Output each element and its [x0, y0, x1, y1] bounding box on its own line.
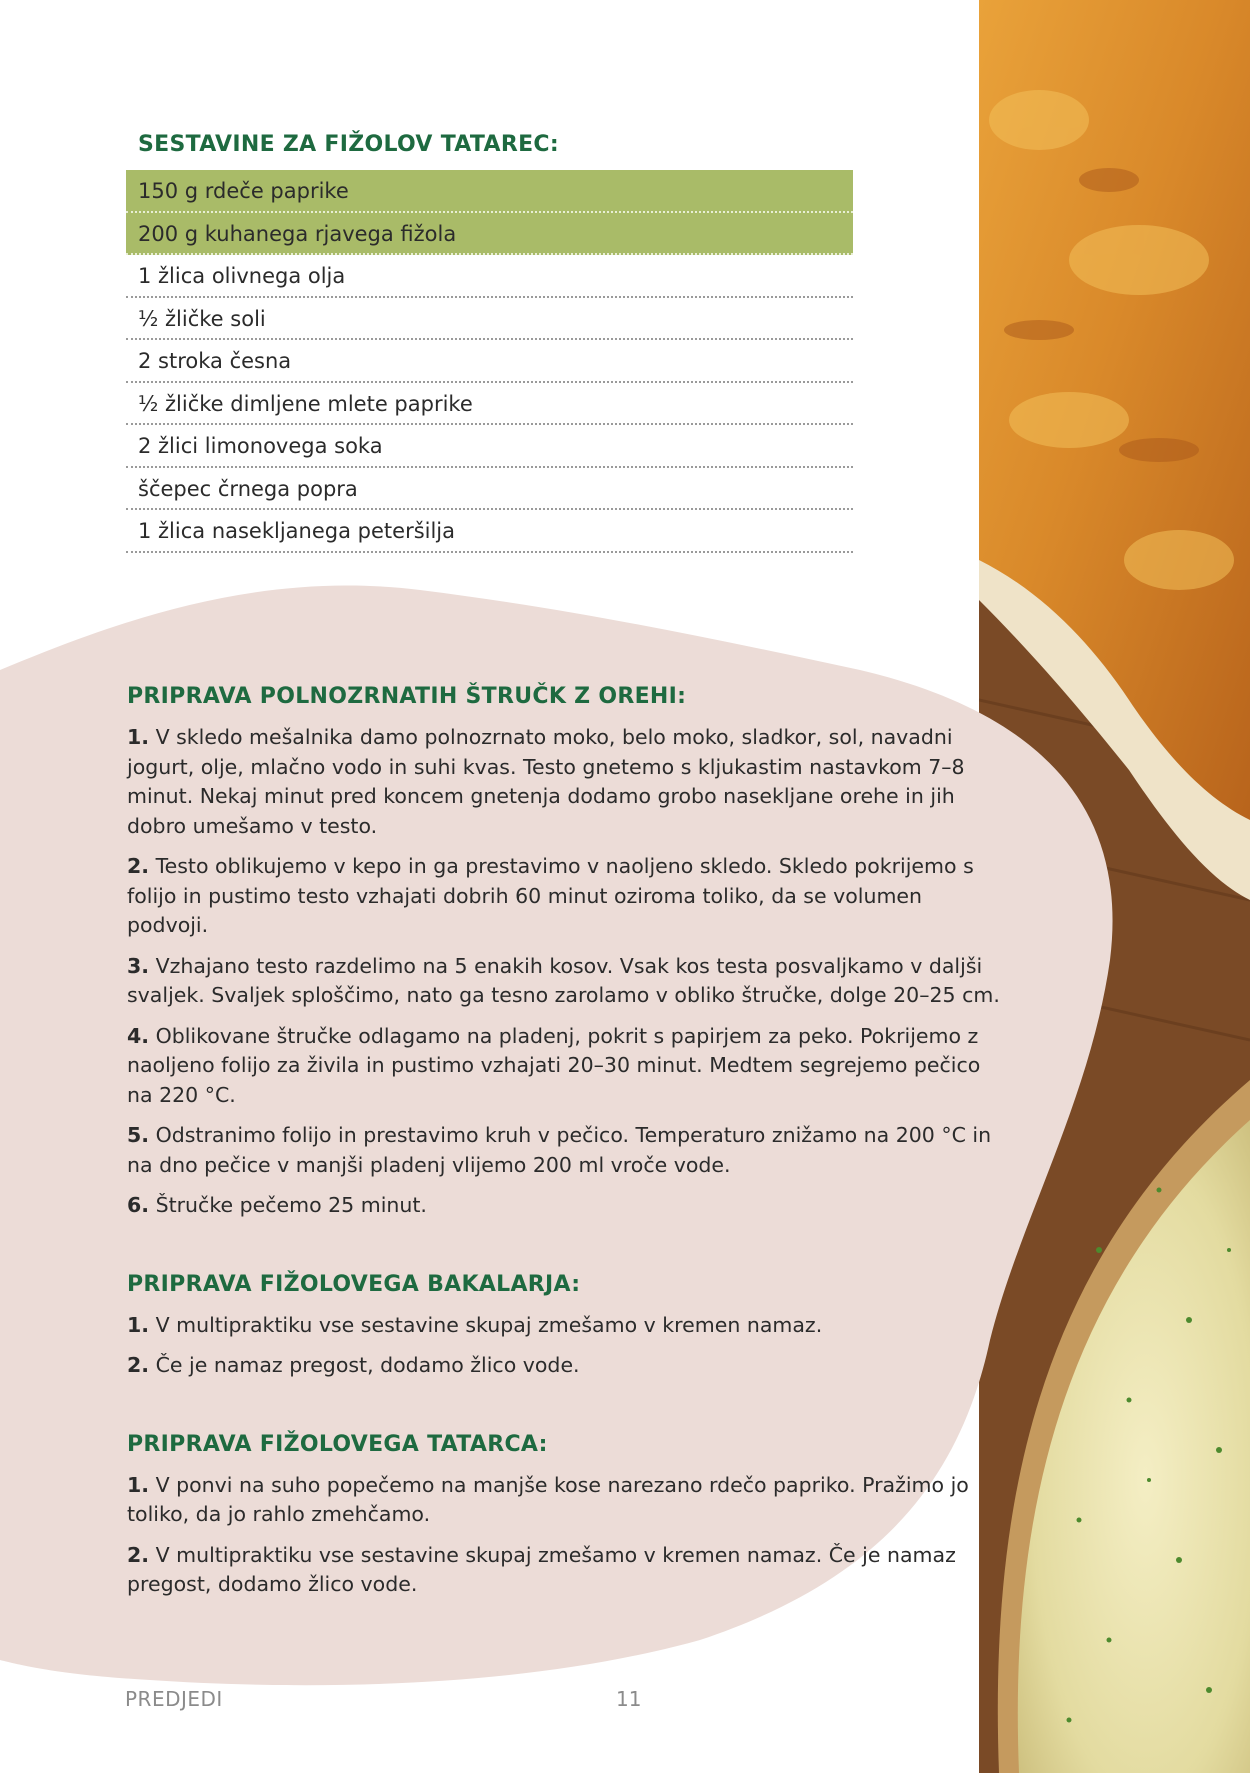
ingredients-list: [126, 170, 853, 553]
section-title-bread: PRIPRAVA POLNOZRNATIH ŠTRUČK Z OREHI:: [127, 684, 687, 709]
section-title-tatarec: PRIPRAVA FIŽOLOVEGA TATARCA:: [127, 1431, 548, 1457]
step: [127, 1351, 1007, 1381]
step-number: 2.: [127, 854, 150, 878]
step-text: Če je namaz pregost, dodamo žlico vode.: [149, 1353, 580, 1377]
step-number: 4.: [127, 1023, 150, 1048]
ingredient-item: ½ žličke soli: [126, 298, 853, 341]
ingredient-item: 2 žlici limonovega soka: [126, 425, 853, 468]
step-number: 2.: [127, 1542, 150, 1567]
step: [127, 1191, 1007, 1221]
step: [127, 1471, 1007, 1530]
step-text: Oblikovane štručke odlagamo na pladenj, pokrit s papirjem za peko. Pokrijemo z naoljeno folijo za živila in pustimo vzhajati 20–30 minut. Medtem segrejemo pečico na 220 °C.: [127, 1023, 981, 1107]
section-title-bakalar: PRIPRAVA FIŽOLOVEGA BAKALARJA:: [127, 1271, 581, 1297]
step-number: 1.: [127, 1472, 150, 1497]
step: [127, 723, 1007, 841]
step-number: 5.: [127, 1123, 150, 1147]
ingredients-panel: [126, 130, 853, 553]
step-number: 1.: [127, 725, 150, 749]
step: [127, 952, 1007, 1011]
step: [127, 1541, 1007, 1600]
ingredient-item: 150 g rdeče paprike: [126, 170, 853, 213]
ingredient-item: 1 žlica olivnega olja: [126, 255, 853, 298]
ingredient-item: 200 g kuhanega rjavega fižola: [126, 213, 853, 256]
step: [127, 1022, 1007, 1111]
ingredient-item: 2 stroka česna: [126, 340, 853, 383]
step: [127, 852, 1007, 941]
ingredient-item: ščepec črnega popra: [126, 468, 853, 511]
ingredients-title: SESTAVINE ZA FIŽOLOV TATAREC:: [138, 132, 559, 157]
step-text: V ponvi na suho popečemo na manjše kose narezano rdečo papriko. Pražimo jo toliko, da jo rahlo zmehčamo.: [127, 1472, 969, 1526]
step: [127, 1121, 1007, 1180]
step-text: V skledo mešalnika damo polnozrnato moko, belo moko, sladkor, sol, navadni jogurt, olje, mlačno vodo in suhi kvas. Testo gnetemo s kljukastim nastavkom 7–8 minut. Nekaj minut pred koncem gnetenja dodamo grobo nasekljane orehe in jih dobro umešamo v testo.: [127, 725, 965, 838]
step-text: Odstranimo folijo in prestavimo kruh v pečico. Temperaturo znižamo na 200 °C in na dno pečice v manjši pladenj vlijemo 200 ml vroče vode.: [127, 1123, 992, 1177]
step-text: Vzhajano testo razdelimo na 5 enakih kosov. Vsak kos testa posvaljkamo v daljši svaljek. Svaljek sploščimo, nato ga tesno zarolamo v obliko štručke, dolge 20–25 cm.: [127, 953, 1000, 1007]
page-number: 11: [616, 1687, 642, 1711]
step: [127, 1311, 1007, 1341]
preparation-content: [127, 682, 1007, 1611]
step-text: V multipraktiku vse sestavine skupaj zmešamo v kremen namaz. Če je namaz pregost, dodamo žlico vode.: [127, 1542, 956, 1596]
ingredient-item: 1 žlica nasekljanega peteršilja: [126, 510, 853, 553]
step-number: 1.: [127, 1312, 150, 1337]
step-number: 6.: [127, 1193, 150, 1217]
ingredient-item: ½ žličke dimljene mlete paprike: [126, 383, 853, 426]
step-text: V multipraktiku vse sestavine skupaj zmešamo v kremen namaz.: [149, 1312, 823, 1337]
footer-section-label: PREDJEDI: [125, 1687, 223, 1711]
step-number: 3.: [127, 953, 150, 978]
step-text: Testo oblikujemo v kepo in ga prestavimo v naoljeno skledo. Skledo pokrijemo s folijo in pustimo testo vzhajati dobrih 60 minut oziroma toliko, da se volumen podvoji.: [127, 854, 974, 937]
step-number: 2.: [127, 1353, 150, 1377]
step-text: Štručke pečemo 25 minut.: [149, 1193, 427, 1217]
